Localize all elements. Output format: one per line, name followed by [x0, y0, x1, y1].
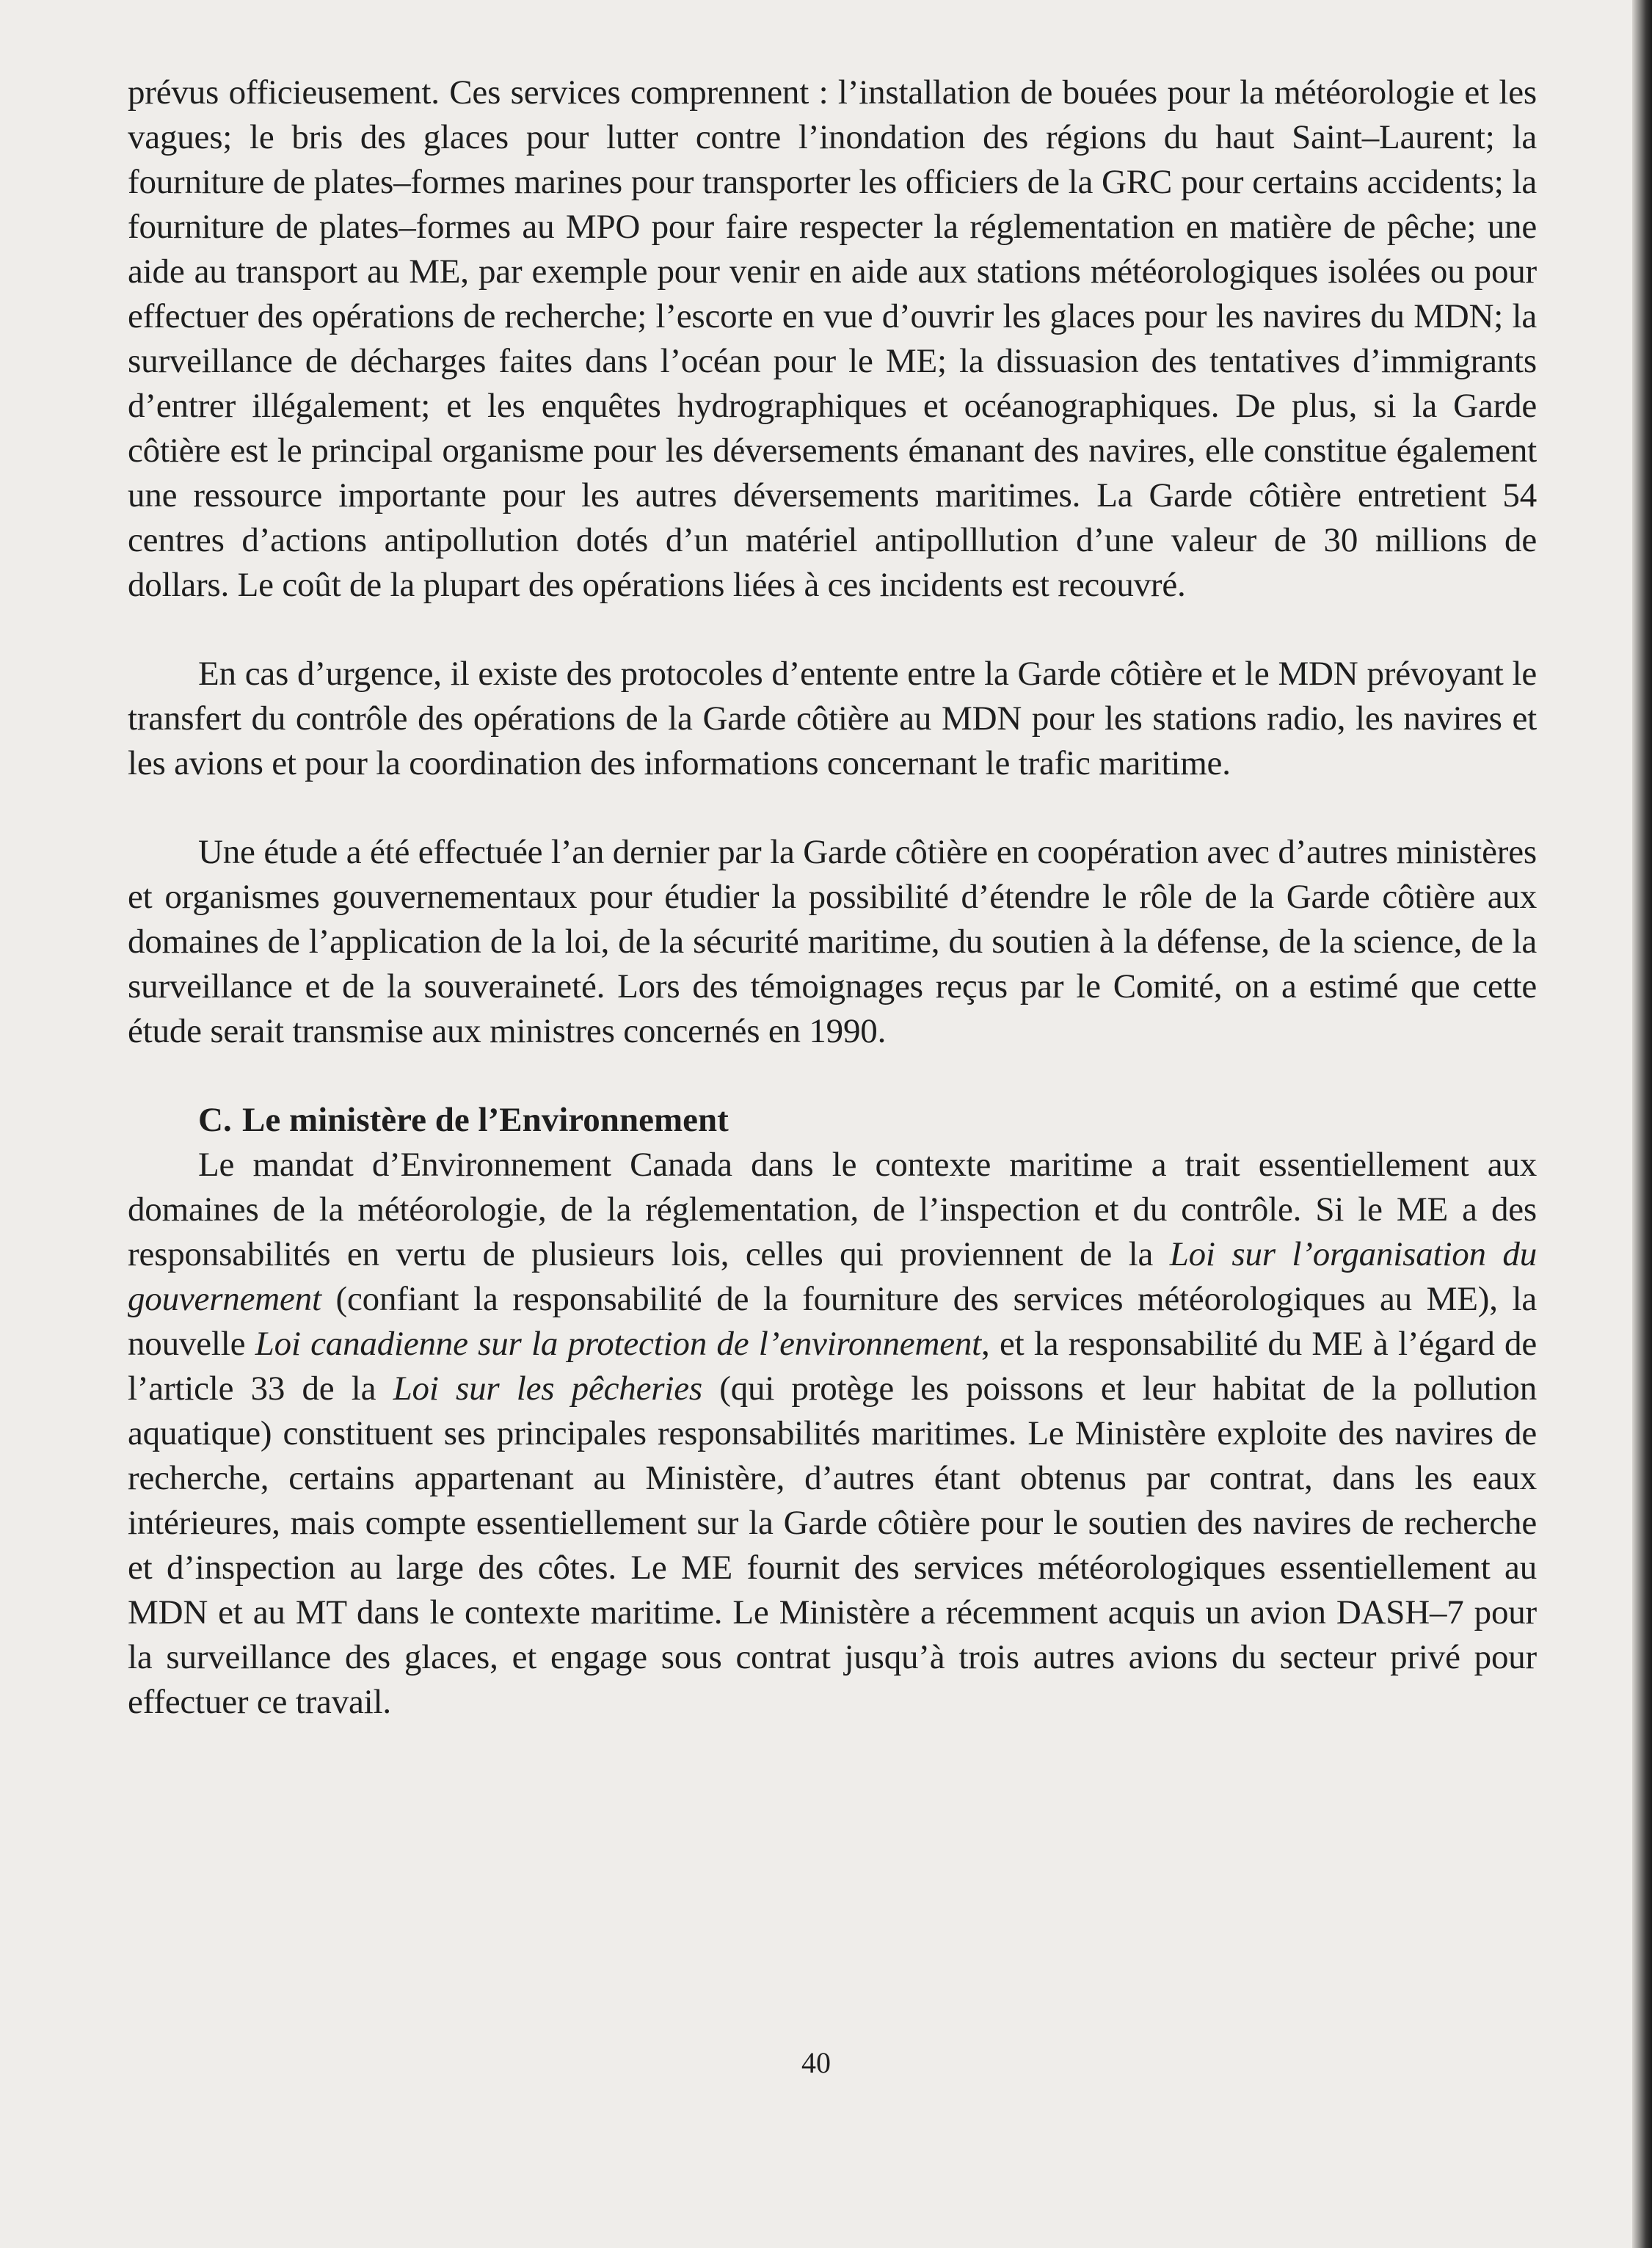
body-paragraph-3: Une étude a été effectuée l’an dernier par la Garde côtière en coopération avec d’autres ministères et organismes gouvernementaux pour étudier la possibilité d’étendre le rôle de la Garde côtière aux domaines de l’application de la loi, de la sécurité maritime, du soutien à la défense, de la science, de la surveillance et de la souveraineté. Lors des témoignages reçus par le Comité, on a estimé que cette étude serait transmise aux ministres concernés en 1990.	[128, 833, 1537, 1050]
body-paragraph-1: prévus officieusement. Ces services comprennent : l’installation de bouées pour la météorologie et les vagues; le bris des glaces pour lutter contre l’inondation des régions du haut Saint–Laurent; la fourniture de plates–formes marines pour transporter les officiers de la GRC pour certains accidents; la fourniture de plates–formes au MPO pour faire respecter la réglementation en matière de pêche; une aide au transport au ME, par exemple pour venir en aide aux stations météorologiques isolées ou pour effectuer des opérations de recherche; l’escorte en vue d’ouvrir les glaces pour les navires du MDN; la surveillance de décharges faites dans l’océan pour le ME; la dissuasion des tentatives d’immigrants d’entrer illégalement; et les enquêtes hydrographiques et océanographiques. De plus, si la Garde côtière est le principal organisme pour les déversements émanant des navires, elle constitue également une ressource importante pour les autres déversements maritimes. La Garde côtière entretient 54 centres d’actions antipollution dotés d’un matériel antipolllution d’une valeur de 30 millions de dollars. Le coût de la plupart des opérations liées à ces incidents est recouvré.	[128, 73, 1537, 604]
section-letter: C.	[198, 1101, 232, 1139]
body-paragraph-2: En cas d’urgence, il existe des protocoles d’entente entre la Garde côtière et le MDN prévoyant le transfert du contrôle des opérations de la Garde côtière au MDN pour les stations radio, les navires et les avions et pour la coordination des informations concernant le trafic maritime.	[128, 655, 1537, 782]
paragraph-4-text-3: , et la responsabilité du ME à l’égard de l’article 33 de la	[128, 1325, 1537, 1408]
section-title: Le ministère de l’Environnement	[242, 1101, 729, 1139]
document-body	[128, 70, 1537, 1725]
law-title-protection-environnement: Loi canadienne sur la protection de l’environnement	[255, 1325, 982, 1363]
paragraph-4-text-2: (confiant la responsabilité de la fourniture des services météorologiques au ME), la nouvelle	[128, 1280, 1537, 1363]
body-paragraph-4	[128, 1143, 1537, 1725]
law-title-pecheries: Loi sur les pêcheries	[393, 1369, 702, 1408]
page-number: 40	[801, 2046, 831, 2079]
section-heading	[128, 1098, 1537, 1143]
law-title-organisation-gouvernement: Loi sur l’organisation du gouvernement	[128, 1235, 1537, 1318]
page-edge-shadow	[1632, 0, 1652, 2248]
paragraph-4-text-4: (qui protège les poissons et leur habitat de la pollution aquatique) constituent ses principales responsabilités maritimes. Le Ministère exploite des navires de recherche, certains appartenant au Ministère, d’autres étant obtenus par contrat, dans les eaux intérieures, mais compte essentiellement sur la Garde côtière pour le soutien des navires de recherche et d’inspection au large des côtes. Le ME fournit des services météorologiques essentiellement au MDN et au MT dans le contexte maritime. Le Ministère a récemment acquis un avion DASH–7 pour la surveillance des glaces, et engage sous contrat jusqu’à trois autres avions du secteur privé pour effectuer ce travail.	[128, 1369, 1537, 1721]
paragraph-4-text-1: Le mandat d’Environnement Canada dans le contexte maritime a trait essentiellement aux domaines de la météorologie, de la réglementation, de l’inspection et du contrôle. Si le ME a des responsabilités en vertu de plusieurs lois, celles qui proviennent de la	[128, 1146, 1537, 1273]
